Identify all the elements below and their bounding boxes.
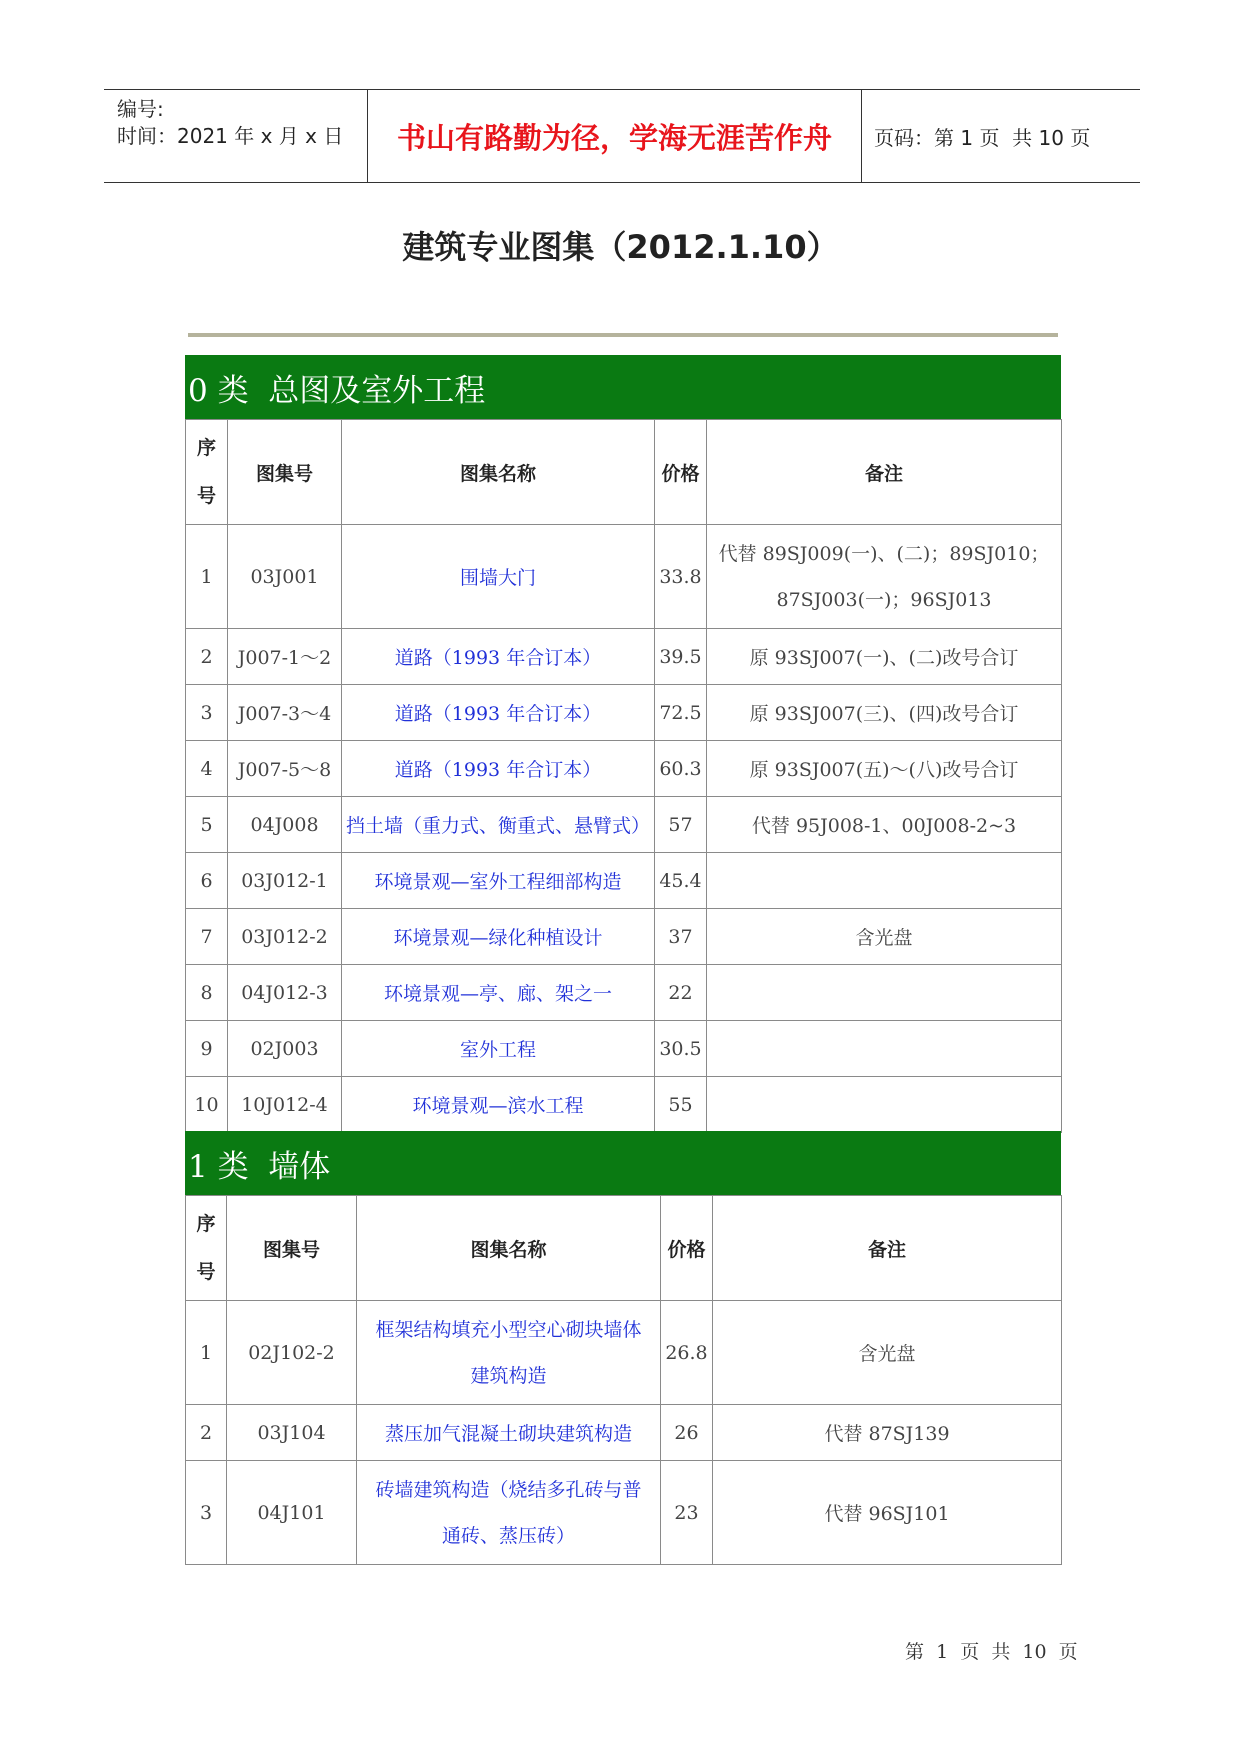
cell-code: 03J104 bbox=[227, 1405, 357, 1461]
cell-name-link[interactable]: 环境景观—滨水工程 bbox=[342, 1077, 655, 1133]
cell-code: 04J012-3 bbox=[228, 965, 342, 1021]
cell-name-link[interactable]: 围墙大门 bbox=[342, 525, 655, 629]
cell-remark: 原 93SJ007(一)、(二)改号合订 bbox=[707, 629, 1062, 685]
cell-remark bbox=[707, 1021, 1062, 1077]
col-name: 图集名称 bbox=[357, 1196, 661, 1301]
cell-remark: 代替 96SJ101 bbox=[713, 1461, 1062, 1565]
title-divider bbox=[188, 333, 1058, 337]
table-row bbox=[186, 629, 1062, 685]
cell-seq: 1 bbox=[186, 1301, 227, 1405]
cell-name-link[interactable]: 框架结构填充小型空心砌块墙体 建筑构造 bbox=[357, 1301, 661, 1405]
table-row bbox=[186, 1077, 1062, 1133]
cell-price: 26 bbox=[661, 1405, 713, 1461]
cell-code: 03J012-2 bbox=[228, 909, 342, 965]
date-label: 时间：2021 年 x 月 x 日 bbox=[117, 124, 344, 148]
page-header bbox=[104, 89, 1140, 183]
cell-price: 39.5 bbox=[655, 629, 707, 685]
cell-seq: 2 bbox=[186, 1405, 227, 1461]
cell-seq: 2 bbox=[186, 629, 228, 685]
cell-name-link[interactable]: 道路（1993 年合订本） bbox=[342, 629, 655, 685]
cell-remark bbox=[707, 1077, 1062, 1133]
cell-remark bbox=[707, 965, 1062, 1021]
col-name: 图集名称 bbox=[342, 420, 655, 525]
col-price: 价格 bbox=[655, 420, 707, 525]
table-row bbox=[186, 525, 1062, 629]
cell-code: J007-5～8 bbox=[228, 741, 342, 797]
cell-seq: 6 bbox=[186, 853, 228, 909]
cell-price: 55 bbox=[655, 1077, 707, 1133]
cell-code: 03J001 bbox=[228, 525, 342, 629]
cell-price: 33.8 bbox=[655, 525, 707, 629]
table-row bbox=[186, 685, 1062, 741]
col-remark: 备注 bbox=[707, 420, 1062, 525]
cell-price: 22 bbox=[655, 965, 707, 1021]
motto: 书山有路勤为径，学海无涯苦作舟 bbox=[368, 90, 862, 182]
page-footer: 第 1 页 共 10 页 bbox=[905, 1641, 1078, 1663]
cell-code: 10J012-4 bbox=[228, 1077, 342, 1133]
catalog-table-1 bbox=[185, 1195, 1062, 1565]
table-row bbox=[186, 1301, 1062, 1405]
cell-price: 45.4 bbox=[655, 853, 707, 909]
header-left-cell bbox=[104, 90, 368, 182]
cell-code: 02J102-2 bbox=[227, 1301, 357, 1405]
section-bar-1: 1 类 墙体 bbox=[185, 1131, 1061, 1195]
table-header-row bbox=[186, 420, 1062, 525]
col-seq: 序 号 bbox=[186, 420, 228, 525]
table-row bbox=[186, 965, 1062, 1021]
cell-price: 60.3 bbox=[655, 741, 707, 797]
cell-price: 72.5 bbox=[655, 685, 707, 741]
header-right-cell bbox=[862, 90, 1140, 182]
cell-name-link[interactable]: 环境景观—亭、廊、架之一 bbox=[342, 965, 655, 1021]
table-header-row bbox=[186, 1196, 1062, 1301]
cell-name-link[interactable]: 砖墙建筑构造（烧结多孔砖与普 通砖、蒸压砖） bbox=[357, 1461, 661, 1565]
cell-seq: 4 bbox=[186, 741, 228, 797]
table-row bbox=[186, 797, 1062, 853]
col-seq: 序 号 bbox=[186, 1196, 227, 1301]
page-label: 页码：第 1 页 共 10 页 bbox=[874, 125, 1091, 150]
cell-remark: 代替 95J008-1、00J008-2~3 bbox=[707, 797, 1062, 853]
cell-name-link[interactable]: 道路（1993 年合订本） bbox=[342, 685, 655, 741]
table-row bbox=[186, 1461, 1062, 1565]
cell-seq: 1 bbox=[186, 525, 228, 629]
cell-code: J007-1～2 bbox=[228, 629, 342, 685]
cell-name-link[interactable]: 挡土墙（重力式、衡重式、悬臂式） bbox=[342, 797, 655, 853]
catalog-table-0 bbox=[185, 419, 1062, 1133]
cell-name-link[interactable]: 道路（1993 年合订本） bbox=[342, 741, 655, 797]
table-row bbox=[186, 1021, 1062, 1077]
section-bar-0: 0 类 总图及室外工程 bbox=[185, 355, 1061, 419]
table-row bbox=[186, 909, 1062, 965]
document-title: 建筑专业图集（2012.1.10） bbox=[402, 228, 839, 266]
serial-label: 编号: bbox=[117, 97, 164, 121]
col-remark: 备注 bbox=[713, 1196, 1062, 1301]
cell-seq: 7 bbox=[186, 909, 228, 965]
cell-code: 04J008 bbox=[228, 797, 342, 853]
cell-price: 26.8 bbox=[661, 1301, 713, 1405]
cell-remark: 原 93SJ007(五)～(八)改号合订 bbox=[707, 741, 1062, 797]
col-code: 图集号 bbox=[228, 420, 342, 525]
cell-price: 57 bbox=[655, 797, 707, 853]
table-row bbox=[186, 853, 1062, 909]
cell-seq: 3 bbox=[186, 685, 228, 741]
cell-remark: 代替 89SJ009(一)、(二)；89SJ010； 87SJ003(一)；96SJ013 bbox=[707, 525, 1062, 629]
cell-name-link[interactable]: 环境景观—室外工程细部构造 bbox=[342, 853, 655, 909]
cell-code: 03J012-1 bbox=[228, 853, 342, 909]
cell-name-link[interactable]: 环境景观—绿化种植设计 bbox=[342, 909, 655, 965]
table-row bbox=[186, 1405, 1062, 1461]
cell-name-link[interactable]: 蒸压加气混凝土砌块建筑构造 bbox=[357, 1405, 661, 1461]
col-price: 价格 bbox=[661, 1196, 713, 1301]
cell-seq: 3 bbox=[186, 1461, 227, 1565]
cell-code: J007-3～4 bbox=[228, 685, 342, 741]
cell-name-link[interactable]: 室外工程 bbox=[342, 1021, 655, 1077]
cell-price: 37 bbox=[655, 909, 707, 965]
cell-price: 23 bbox=[661, 1461, 713, 1565]
table-row bbox=[186, 741, 1062, 797]
cell-remark: 代替 87SJ139 bbox=[713, 1405, 1062, 1461]
col-code: 图集号 bbox=[227, 1196, 357, 1301]
cell-remark: 含光盘 bbox=[713, 1301, 1062, 1405]
cell-code: 04J101 bbox=[227, 1461, 357, 1565]
cell-remark bbox=[707, 853, 1062, 909]
cell-remark: 原 93SJ007(三)、(四)改号合订 bbox=[707, 685, 1062, 741]
cell-price: 30.5 bbox=[655, 1021, 707, 1077]
cell-code: 02J003 bbox=[228, 1021, 342, 1077]
cell-seq: 10 bbox=[186, 1077, 228, 1133]
cell-seq: 5 bbox=[186, 797, 228, 853]
cell-seq: 9 bbox=[186, 1021, 228, 1077]
cell-seq: 8 bbox=[186, 965, 228, 1021]
cell-remark: 含光盘 bbox=[707, 909, 1062, 965]
